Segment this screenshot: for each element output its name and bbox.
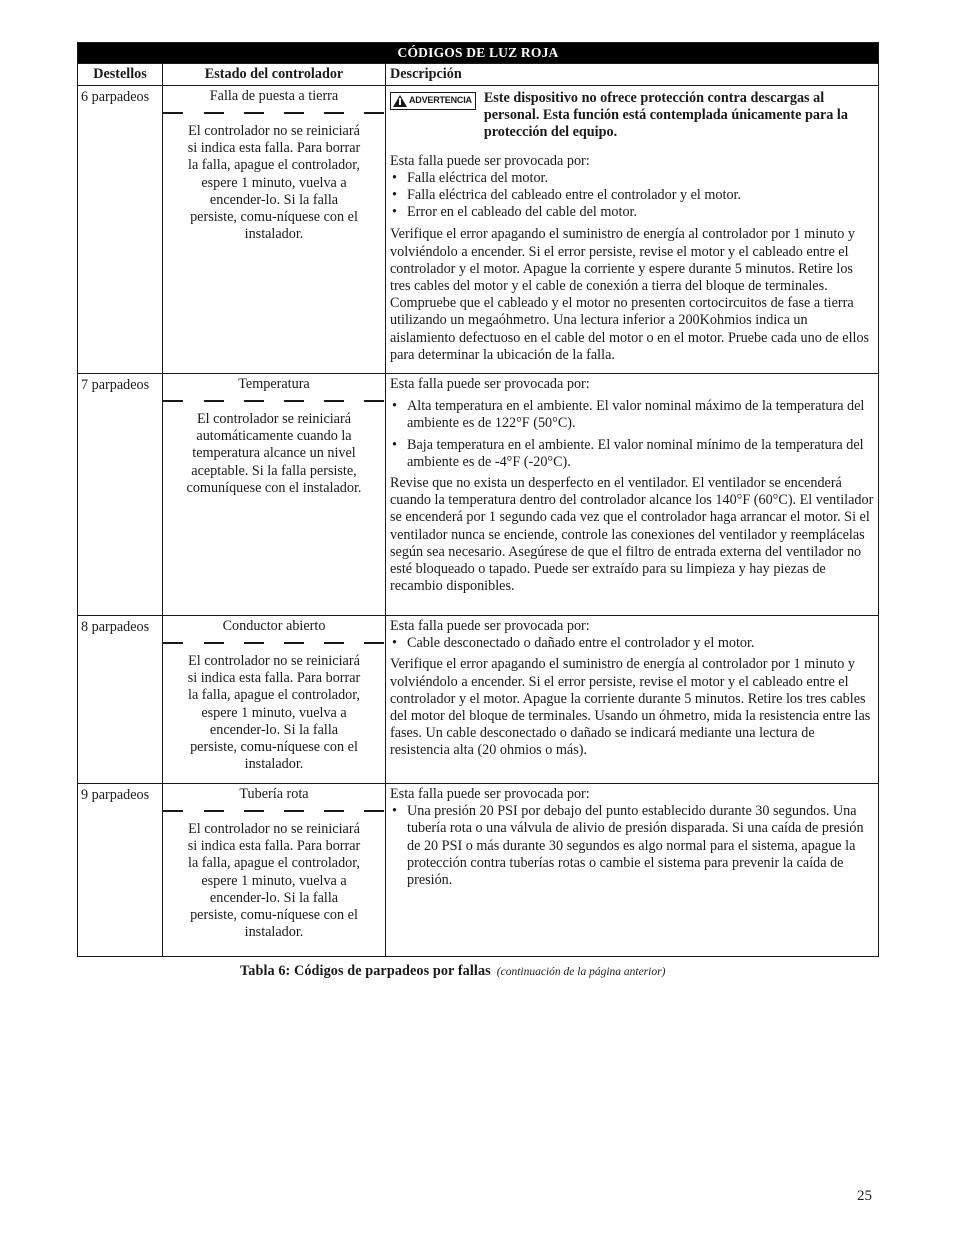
details-text: Revise que no exista un desperfecto en el ventilador. El ventilador se encenderá cuando la temperatura dentro del controlador alcance los 140°F (60°C). El ventilador se encenderá por 1 segundo cada vez que el controlador haga arrancar el motor. Si el ventilador nunca se enciende, controle las conexiones del ventilador y reemplácelas según sea necesario. Asegúrese de que el filtro de entrada externa del ventilador no esté bloqueado o tapado. Puede ser extraído para su limpieza y hay piezas de recambio disponibles. <box>390 475 874 595</box>
dash-divider <box>163 804 385 818</box>
state-cell <box>163 374 386 616</box>
state-title: Falla de puesta a tierra <box>209 88 339 104</box>
list-item: • Baja temperatura en el ambiente. El valor nominal mínimo de la temperatura del ambiente es de -4°F (-20°C). <box>390 437 876 471</box>
fault-codes-table <box>77 42 879 957</box>
caption-subtitle: (continuación de la página anterior) <box>496 966 666 978</box>
flash-count: 7 parpadeos <box>78 374 163 616</box>
description-cell <box>386 86 879 374</box>
flash-count: 9 parpadeos <box>78 784 163 957</box>
dash-divider <box>163 106 385 120</box>
column-header-description: Descripción <box>386 64 879 86</box>
list-item: • Alta temperatura en el ambiente. El valor nominal máximo de la temperatura del ambiente es de 122°F (50°C). <box>390 398 876 432</box>
flash-count: 6 parpadeos <box>78 86 163 374</box>
state-cell <box>163 86 386 374</box>
description-cell <box>386 374 879 616</box>
table-caption <box>240 963 665 980</box>
state-title: Temperatura <box>238 376 310 392</box>
cause-intro: Esta falla puede ser provocada por: <box>390 376 590 392</box>
cause-list <box>390 635 876 652</box>
state-cell <box>163 616 386 784</box>
description-cell <box>386 784 879 957</box>
cause-list <box>390 803 876 889</box>
cause-list <box>390 170 876 222</box>
dash-divider <box>163 636 385 650</box>
list-item: • Falla eléctrica del motor. <box>390 170 876 187</box>
cause-intro: Esta falla puede ser provocada por: <box>390 152 590 169</box>
list-item: • Cable desconectado o dañado entre el controlador y el motor. <box>390 635 876 652</box>
list-item: • Falla eléctrica del cableado entre el controlador y el motor. <box>390 187 876 204</box>
state-cell <box>163 784 386 957</box>
cause-list <box>390 398 876 471</box>
warning-block <box>390 90 876 142</box>
state-text: El controlador no se reiniciará si indica esta falla. Para borrar la falla, apague el controlador, espere 1 minuto, vuelva a encender-lo. Si la falla persiste, comu-níquese con el instalador. <box>187 653 361 773</box>
flash-count: 8 parpadeos <box>78 616 163 784</box>
details-text: Verifique el error apagando el suministro de energía al controlador por 1 minuto y volviéndolo a encender. Si el error persiste, revise el motor y el cableado entre el controlador y el motor. Apague la corriente y espere durante 5 minutos. Retire los tres cables del motor y el cable de conexión a tierra del bloque de terminales. Compruebe que el cableado y el motor no presenten cortocircuitos de fase a tierra utilizando un megaóhmetro. Una lectura inferior a 200Kohmios indica un aislamiento defectuoso en el cable del motor o en el motor. Pruebe cada uno de ellos para determinar la ubicación de la falla. <box>390 226 870 363</box>
state-text: El controlador no se reiniciará si indica esta falla. Para borrar la falla, apague el controlador, espere 1 minuto, vuelva a encender-lo. Si la falla persiste, comu-níquese con el instalador. <box>187 821 361 941</box>
table-row <box>78 374 879 616</box>
state-text: El controlador se reiniciará automáticamente cuando la temperatura alcance un nivel aceptable. Si la falla persiste, comuníquese con el instalador. <box>186 411 362 496</box>
details-text: Verifique el error apagando el suministro de energía al controlador por 1 minuto y volviéndolo a encender. Si el error persiste, revise el motor y el cableado entre el controlador y el motor. Apague la corriente durante 5 minutos. Retire los tres cables del motor del bloque de terminales. Usando un óhmetro, mida la resistencia entre las fases. Un cable desconectado o dañado se indicará mediante una lectura de resistencia alta (20 ohmios o más). <box>390 656 871 759</box>
warning-triangle-icon <box>393 95 407 107</box>
description-cell <box>386 616 879 784</box>
table-row <box>78 784 879 957</box>
list-item: • Una presión 20 PSI por debajo del punto establecido durante 30 segundos. Una tubería rota o una válvula de alivio de presión disparada. Si una caída de presión de 20 PSI o más durante 30 segundos es algo normal para el sistema, apague la protección contra tuberías rotas o cambie el sistema para prevenir la caída de presión. <box>390 803 876 889</box>
table-title: CÓDIGOS DE LUZ ROJA <box>78 43 879 64</box>
column-header-state: Estado del controlador <box>163 64 386 86</box>
column-header-flashes: Destellos <box>78 64 163 86</box>
state-title: Tubería rota <box>239 786 309 802</box>
table-row <box>78 616 879 784</box>
warning-badge <box>390 92 476 110</box>
table-row <box>78 86 879 374</box>
state-text: El controlador no se reiniciará si indica esta falla. Para borrar la falla, apague el controlador, espere 1 minuto, vuelva a encender-lo. Si la falla persiste, comu-níquese con el instalador. <box>187 123 361 243</box>
caption-title: Tabla 6: Códigos de parpadeos por fallas <box>240 963 491 979</box>
list-item: • Error en el cableado del cable del motor. <box>390 204 876 221</box>
warning-label: ADVERTENCIA <box>409 95 472 106</box>
page-number: 25 <box>857 1188 872 1204</box>
state-title: Conductor abierto <box>222 618 326 634</box>
cause-intro: Esta falla puede ser provocada por: <box>390 618 590 634</box>
cause-intro: Esta falla puede ser provocada por: <box>390 786 590 802</box>
warning-text: Este dispositivo no ofrece protección contra descargas al personal. Esta función está contemplada únicamente para la protección del equipo. <box>483 90 848 141</box>
dash-divider <box>163 394 385 408</box>
